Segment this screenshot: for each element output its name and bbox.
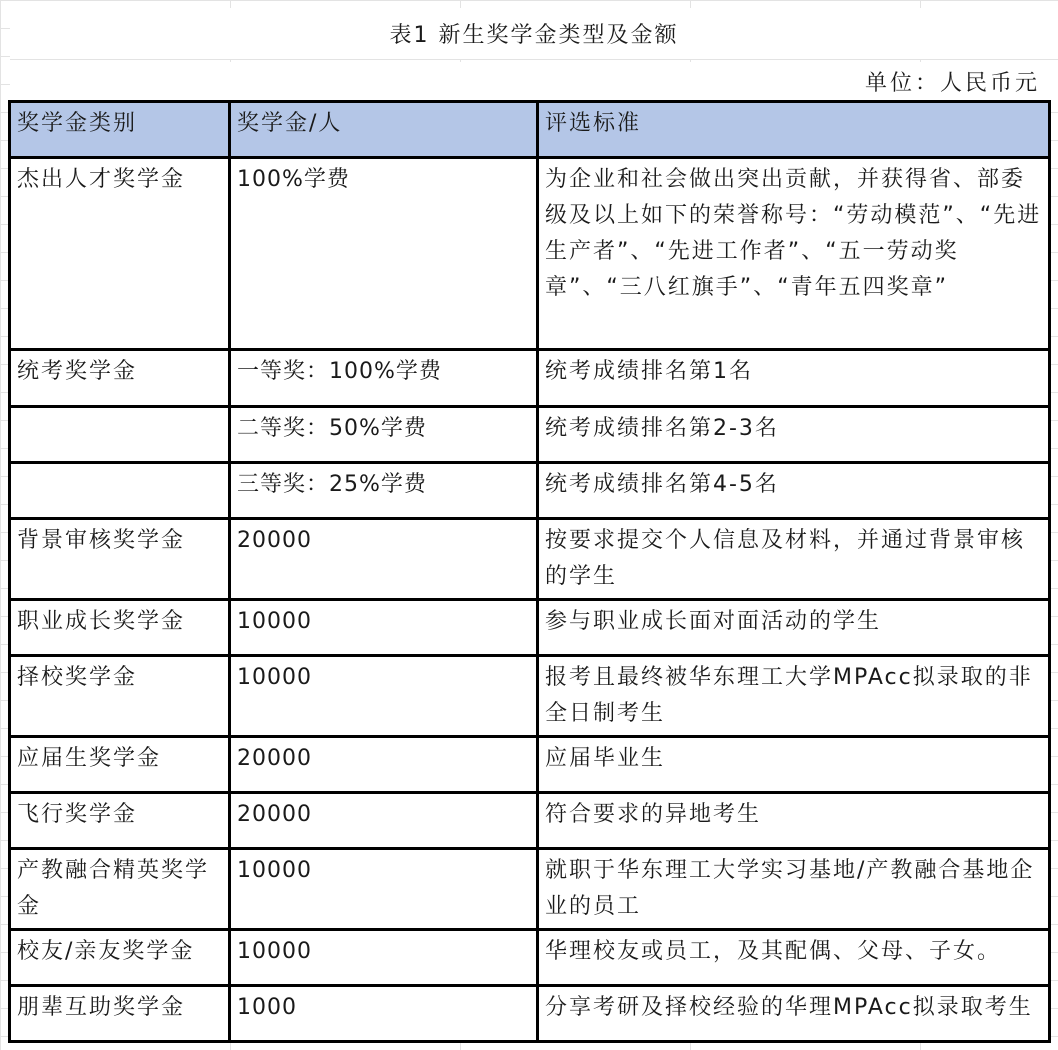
- criteria-cell[interactable]: 应届毕业生: [538, 737, 1050, 793]
- header-criteria[interactable]: 评选标准: [538, 102, 1050, 158]
- criteria-cell[interactable]: 报考且最终被华东理工大学MPAcc拟录取的非全日制考生: [538, 656, 1050, 737]
- amount-cell[interactable]: 二等奖：50%学费: [230, 407, 538, 463]
- category-cell[interactable]: 统考奖学金: [10, 350, 230, 407]
- table-row: [10, 463, 1050, 519]
- table-row: [10, 737, 1050, 793]
- category-cell[interactable]: [10, 407, 230, 463]
- table-row: [10, 849, 1050, 930]
- amount-cell[interactable]: 一等奖：100%学费: [230, 350, 538, 407]
- criteria-cell[interactable]: 华理校友或员工，及其配偶、父母、子女。: [538, 930, 1050, 986]
- criteria-cell[interactable]: 统考成绩排名第2-3名: [538, 407, 1050, 463]
- category-cell[interactable]: 飞行奖学金: [10, 793, 230, 849]
- header-amount[interactable]: 奖学金/人: [230, 102, 538, 158]
- amount-cell[interactable]: 10000: [230, 656, 538, 737]
- unit-note[interactable]: 单位：人民币元: [10, 62, 1058, 100]
- category-cell[interactable]: [10, 463, 230, 519]
- category-cell[interactable]: 择校奖学金: [10, 656, 230, 737]
- scholarship-table: [8, 100, 1051, 1043]
- category-cell[interactable]: 职业成长奖学金: [10, 600, 230, 656]
- table-row: [10, 986, 1050, 1042]
- amount-cell[interactable]: 三等奖：25%学费: [230, 463, 538, 519]
- category-cell[interactable]: 应届生奖学金: [10, 737, 230, 793]
- category-cell[interactable]: 产教融合精英奖学金: [10, 849, 230, 930]
- amount-cell[interactable]: 10000: [230, 849, 538, 930]
- criteria-cell[interactable]: 按要求提交个人信息及材料，并通过背景审核的学生: [538, 519, 1050, 600]
- header-category[interactable]: 奖学金类别: [10, 102, 230, 158]
- amount-cell[interactable]: 100%学费: [230, 158, 538, 350]
- criteria-cell[interactable]: 为企业和社会做出突出贡献，并获得省、部委级及以上如下的荣誉称号：“劳动模范”、“先进生产者”、“先进工作者”、“五一劳动奖章”、“三八红旗手”、“青年五四奖章”: [538, 158, 1050, 350]
- table-row: [10, 350, 1050, 407]
- criteria-cell[interactable]: 符合要求的异地考生: [538, 793, 1050, 849]
- amount-cell[interactable]: 10000: [230, 930, 538, 986]
- category-cell[interactable]: 杰出人才奖学金: [10, 158, 230, 350]
- table-row: [10, 407, 1050, 463]
- category-cell[interactable]: 背景审核奖学金: [10, 519, 230, 600]
- amount-cell[interactable]: 20000: [230, 793, 538, 849]
- table-row: [10, 600, 1050, 656]
- criteria-cell[interactable]: 统考成绩排名第1名: [538, 350, 1050, 407]
- category-cell[interactable]: 校友/亲友奖学金: [10, 930, 230, 986]
- table-row: [10, 930, 1050, 986]
- amount-cell[interactable]: 10000: [230, 600, 538, 656]
- amount-cell[interactable]: 20000: [230, 519, 538, 600]
- criteria-cell[interactable]: 就职于华东理工大学实习基地/产教融合基地企业的员工: [538, 849, 1050, 930]
- criteria-cell[interactable]: 参与职业成长面对面活动的学生: [538, 600, 1050, 656]
- table-row: [10, 793, 1050, 849]
- amount-cell[interactable]: 1000: [230, 986, 538, 1042]
- table-row: [10, 656, 1050, 737]
- criteria-cell[interactable]: 统考成绩排名第4-5名: [538, 463, 1050, 519]
- category-cell[interactable]: 朋辈互助奖学金: [10, 986, 230, 1042]
- table-title[interactable]: 表1 新生奖学金类型及金额: [10, 8, 1058, 60]
- table-row: [10, 519, 1050, 600]
- criteria-cell[interactable]: 分享考研及择校经验的华理MPAcc拟录取考生: [538, 986, 1050, 1042]
- header-row: [10, 102, 1050, 158]
- table-row: [10, 158, 1050, 350]
- amount-cell[interactable]: 20000: [230, 737, 538, 793]
